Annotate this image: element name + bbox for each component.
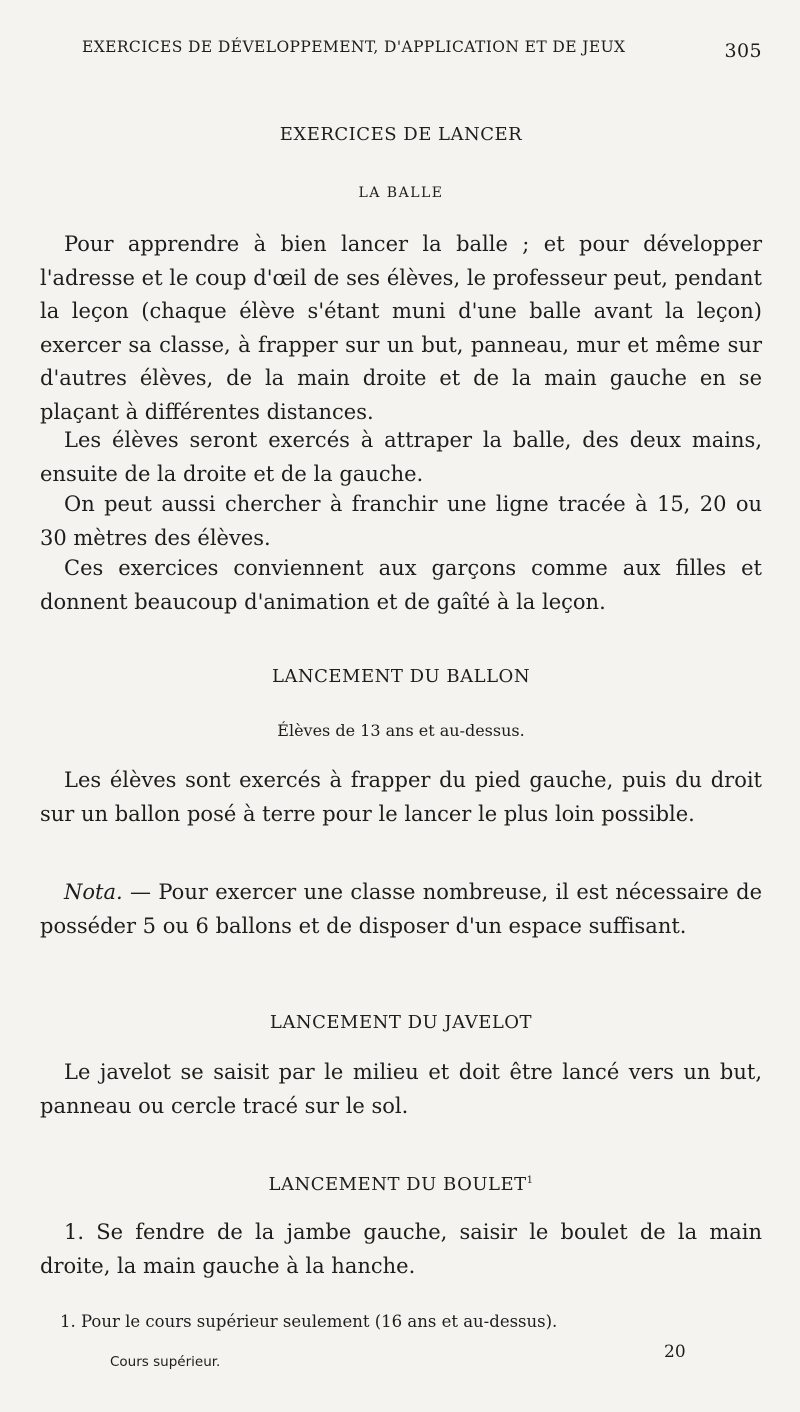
running-title: EXERCICES DE DÉVELOPPEMENT, D'APPLICATION ET DE JEUX	[82, 38, 626, 56]
section-title-boulet	[40, 1174, 762, 1195]
running-header	[82, 38, 762, 62]
paragraph-balle-2: Les élèves seront exercés à attraper la balle, des deux mains, ensuite de la droite et de la gauche.	[40, 428, 762, 486]
paragraph-ballon-1: Les élèves sont exercés à frapper du pied gauche, puis du droit sur un ballon posé à terre pour le lancer le plus loin possible.	[40, 768, 762, 826]
nota-label: Nota.	[64, 880, 123, 904]
section-title-balle: LA BALLE	[358, 185, 444, 201]
paragraph-balle-4: Ces exercices conviennent aux garçons comme aux filles et donnent beaucoup d'animation et de gaîté à la leçon.	[40, 556, 762, 614]
paragraph-balle-3: On peut aussi chercher à franchir une ligne tracée à 15, 20 ou 30 mètres des élèves.	[40, 492, 762, 550]
paragraph-nota	[40, 876, 762, 943]
sheet-number: 20	[664, 1342, 686, 1362]
section-title-ballon: LANCEMENT DU BALLON	[271, 666, 531, 687]
section-title-lancer: EXERCICES DE LANCER	[279, 124, 523, 145]
page-number: 305	[724, 40, 762, 62]
ballon-subtitle: Élèves de 13 ans et au-dessus.	[277, 721, 525, 740]
paragraph-balle-1: Pour apprendre à bien lancer la balle ; et pour développer l'adresse et le coup d'œil de ses élèves, le professeur peut, pendant la leçon (chaque élève s'étant muni d'une balle avant la leçon) exercer sa classe, à frapper sur un but, panneau, mur et même sur d'autres élèves, de la main droite et de la main gauche en se plaçant à différentes distances.	[40, 232, 762, 424]
footnote: 1. Pour le cours supérieur seulement (16 ans et au-dessus).	[60, 1312, 558, 1331]
paragraph-boulet-1: 1. Se fendre de la jambe gauche, saisir le boulet de la main droite, la main gauche à la hanche.	[40, 1220, 762, 1278]
signature-line: Cours supérieur.	[110, 1354, 221, 1370]
nota-text: — Pour exercer une classe nombreuse, il est nécessaire de posséder 5 ou 6 ballons et de disposer d'un espace suffisant.	[40, 880, 762, 938]
boulet-title-text: LANCEMENT DU BOULET	[268, 1174, 527, 1195]
section-title-javelot: LANCEMENT DU JAVELOT	[269, 1012, 533, 1033]
footnote-marker: 1	[526, 1175, 534, 1186]
paragraph-javelot-1: Le javelot se saisit par le milieu et doit être lancé vers un but, panneau ou cercle tracé sur le sol.	[40, 1060, 762, 1118]
